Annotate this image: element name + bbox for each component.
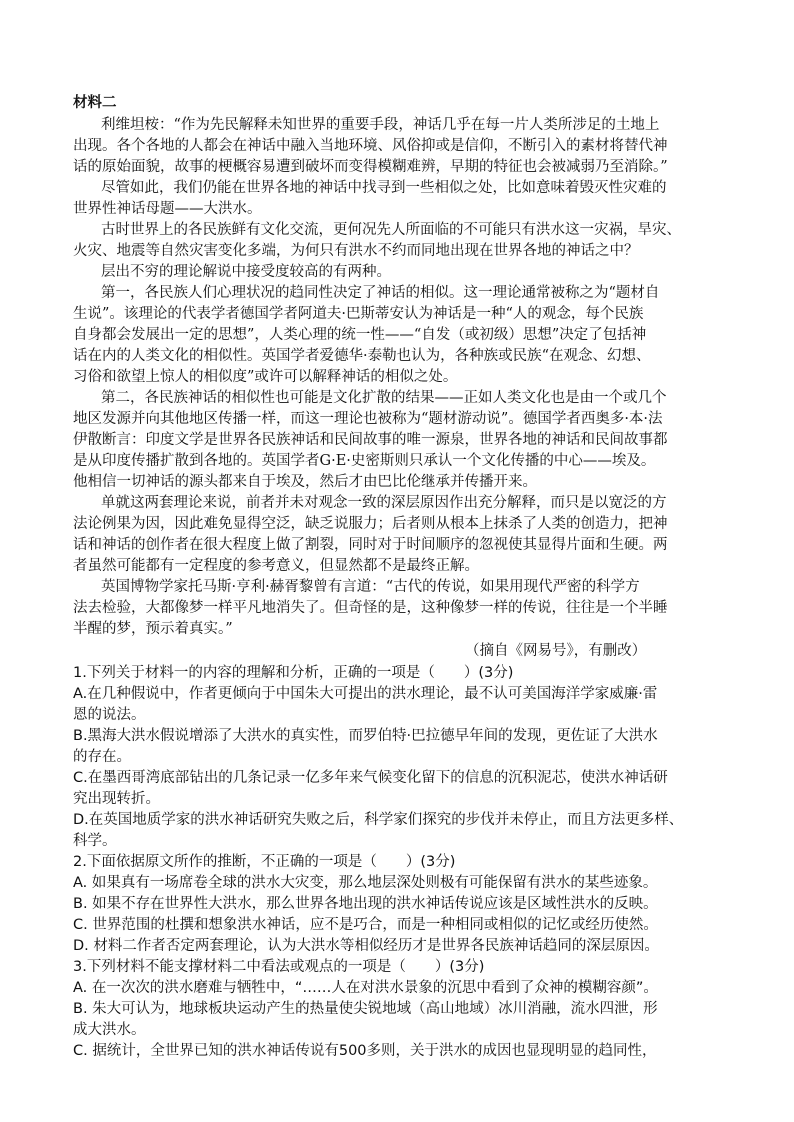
material-title: 材料二 <box>73 95 117 111</box>
question-line: A. 如果真有一场席卷全球的洪水大灾变，那么地层深处则极有可能保留有洪水的某些迹象。 <box>73 875 658 891</box>
passage-line: 自身都会发展出一定的思想”，人类心理的统一性——“自发（或初级）思想”决定了包括神 <box>73 327 647 343</box>
passage-line: 他相信一切神话的源头都来自于埃及，然后才由巴比伦继承并传播开来。 <box>73 474 537 490</box>
question-line: 成大洪水。 <box>73 1022 146 1038</box>
passage-line: 世界性神话母题——大洪水。 <box>73 201 262 217</box>
passage-line: 话在内的人类文化的相似性。英国学者爱德华·泰勒也认为，各种族或民族“在观念、幻想、 <box>73 348 651 364</box>
passage-line: 古时世界上的各民族鲜有文化交流，更何况先人所面临的不可能只有洪水这一灾祸，旱灾、 <box>101 222 681 238</box>
passage-line: 出现。各个各地的人都会在神话中融入当地环境、风俗抑或是信仰，不断引入的素材将替代神 <box>73 138 668 154</box>
source-citation: （摘自《网易号》，有删改） <box>465 643 647 659</box>
passage-line: 生说”。该理论的代表学者德国学者阿道夫·巴斯蒂安认为神话是一种“人的观念，每个民族 <box>73 306 644 322</box>
passage-line: 法论例果为因，因此难免显得空泛，缺乏说服力；后者则从根本上抹杀了人类的创造力，把神 <box>73 516 668 532</box>
passage-line: 地区发源并向其他地区传播一样，而这一理论也被称为“题材游动说”。德国学者西奥多·本·法 <box>73 411 663 427</box>
passage-line: 英国博物学家托马斯·亨利·赫胥黎曾有言道：“古代的传说，如果用现代严密的科学方 <box>101 579 640 595</box>
question-line: 的存在。 <box>73 749 131 765</box>
passage-line: 习俗和欲望上惊人的相似度”或许可以解释神话的相似之处。 <box>73 369 458 385</box>
question-line: D.在英国地质学家的洪水神话研究失败之后，科学家们探究的步伐并未停止，而且方法更多样、 <box>73 812 684 828</box>
passage-line: 话和神话的创作者在很大程度上做了割裂，同时对于时间顺序的忽视使其显得片面和生硬。两 <box>73 537 668 553</box>
passage-line: 单就这两套理论来说，前者并未对观念一致的深层原因作出充分解释，而只是以宽泛的方 <box>101 495 667 511</box>
passage-line: 者虽然可能都有一定程度的参考意义，但显然都不是最终正解。 <box>73 558 479 574</box>
passage-line: 第二，各民族神话的相似性也可能是文化扩散的结果——正如人类文化也是由一个或几个 <box>101 390 667 406</box>
question-line: C. 世界范围的杜撰和想象洪水神话，应不是巧合，而是一种相同或相似的记忆或经历使然。 <box>73 917 658 933</box>
question-line: 究出现转折。 <box>73 791 160 807</box>
question-line: 1.下列关于材料一的内容的理解和分析，正确的一项是（ ）(3分) <box>73 665 514 681</box>
question-line: B. 如果不存在世界性大洪水，那么世界各地出现的洪水神话传说应该是区域性洪水的反映。 <box>73 896 658 912</box>
question-line: D. 材料二作者否定两套理论，认为大洪水等相似经历才是世界各民族神话趋同的深层原因。 <box>73 938 659 954</box>
question-line: B.黑海大洪水假说增添了大洪水的真实性，而罗伯特·巴拉德早年间的发现，更佐证了大洪水 <box>73 728 658 744</box>
question-line: B. 朱大可认为，地球板块运动产生的热量使尖锐地域（高山地域）冰川消融，流水四泄，形 <box>73 1001 658 1017</box>
question-line: 科学。 <box>73 833 117 849</box>
passage-line: 伊散断言：印度文学是世界各民族神话和民间故事的唯一源泉，世界各地的神话和民间故事都 <box>73 432 668 448</box>
passage-line: 话的原始面貌，故事的梗概容易遭到破坏而变得模糊难辨，早期的特征也会被减弱乃至消除。” <box>73 159 668 175</box>
question-line: C.在墨西哥湾底部钻出的几条记录一亿多年来气候变化留下的信息的沉积泥芯，使洪水神话研 <box>73 770 668 786</box>
passage-line: 利维坦桉：“作为先民解释未知世界的重要手段，神话几乎在每一片人类所涉足的土地上 <box>101 117 660 133</box>
passage-line: 半醒的梦，预示着真实。” <box>73 621 233 637</box>
passage-line: 火灾、地震等自然灾害变化多端，为何只有洪水不约而同地出现在世界各地的神话之中？ <box>73 243 639 259</box>
passage-line: 第一，各民族人们心理状况的趋同性决定了神话的相似。这一理论通常被称之为“题材自 <box>101 285 660 301</box>
passage-line: 层出不穷的理论解说中接受度较高的有两种。 <box>101 264 391 280</box>
question-line: 恩的说法。 <box>73 707 146 723</box>
question-line: A. 在一次次的洪水磨难与牺牲中，“……人在对洪水景象的沉思中看到了众神的模糊容颜”。 <box>73 980 658 996</box>
question-line: 2.下面依据原文所作的推断，不正确的一项是（ ）(3分) <box>73 854 456 870</box>
question-line: A.在几种假说中，作者更倾向于中国朱大可提出的洪水理论，最不认可美国海洋学家威廉·雷 <box>73 686 658 702</box>
passage-line: 法去检验，大都像梦一样平凡地消失了。但奇怪的是，这种像梦一样的传说，往往是一个半睡 <box>73 600 668 616</box>
question-line: C. 据统计，全世界已知的洪水神话传说有500多则，关于洪水的成因也显现明显的趋同性， <box>73 1043 657 1059</box>
passage-line: 尽管如此，我们仍能在世界各地的神话中找寻到一些相似之处，比如意味着毁灭性灾难的 <box>101 180 667 196</box>
passage-line: 是从印度传播扩散到各地的。英国学者G·E·史密斯则只承认一个文化传播的中心——埃及。 <box>73 453 656 469</box>
question-line: 3.下列材料不能支撑材料二中看法或观点的一项是（ ）(3分) <box>73 959 485 975</box>
